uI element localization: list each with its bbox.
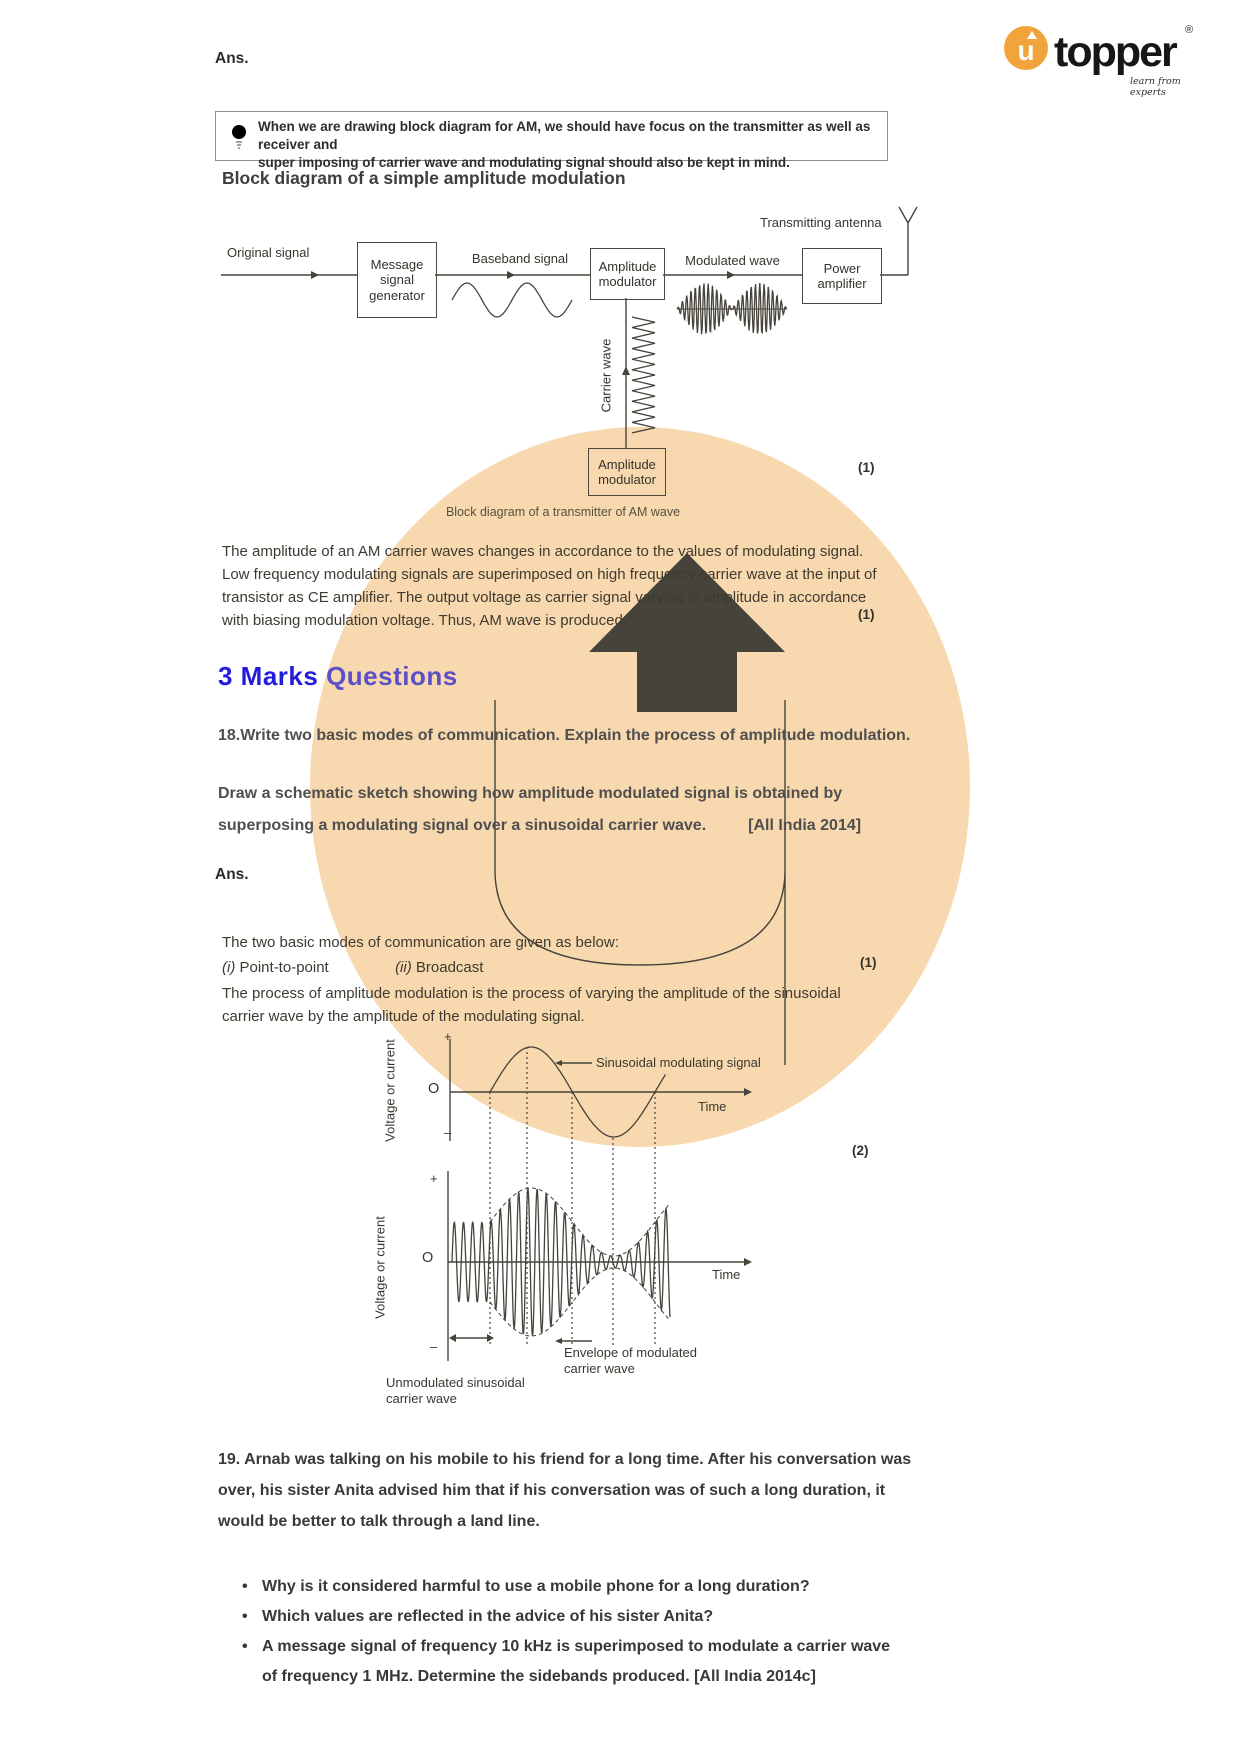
amplitude-modulator-box: Amplitude modulator <box>590 248 665 300</box>
transmitting-antenna-label: Transmitting antenna <box>760 215 882 230</box>
tip-box <box>215 111 888 170</box>
marks-2: (1) <box>858 607 875 622</box>
tip-line-1: When we are drawing block diagram for AM, we should have focus on the transmitter as well as receiver and <box>258 119 871 152</box>
modulation-figure <box>360 1025 905 1425</box>
answer-paragraph-line: transistor as CE amplifier. The output voltage as carrier signal varying in amplitude in accordance <box>222 589 867 606</box>
bullet-item: • Why is it considered harmful to use a mobile phone for a long duration? <box>242 1572 897 1602</box>
answer-paragraph-line: The amplitude of an AM carrier waves changes in accordance to the values of modulating signal. <box>222 543 864 560</box>
mode-ii-numeral: (ii) <box>395 959 412 976</box>
time-axis-label: Time <box>698 1099 727 1114</box>
plus-tick: + <box>430 1171 438 1186</box>
bullet-marker <box>242 1572 262 1602</box>
diagram-caption: Block diagram of a transmitter of AM wave <box>445 505 681 519</box>
bullet-item: • A message signal of frequency 10 kHz is superimposed to modulate a carrier wave of frequency 1 MHz. Determine the sidebands produced. [All India 2014c] <box>242 1632 897 1692</box>
question-19-line: 19. Arnab was talking on his mobile to his friend for a long time. After his conversation was <box>218 1451 912 1468</box>
topper-logo <box>1002 20 1212 98</box>
baseband-signal-label: Baseband signal <box>471 251 569 266</box>
heading-part-2: Questions <box>318 661 458 691</box>
y-axis-label: Voltage or current <box>372 1216 388 1319</box>
question-18-line: 18.Write two basic modes of communication. Explain the process of amplitude modulation. <box>218 727 911 744</box>
question-19-bullets <box>242 1572 897 1692</box>
process-line: carrier wave by the amplitude of the modulating signal. <box>222 1008 585 1025</box>
answer-label-mid: Ans. <box>215 866 249 883</box>
time-axis-label: Time <box>712 1267 741 1282</box>
origin-label: O <box>428 1081 440 1097</box>
bullet-marker <box>242 1632 262 1662</box>
marks-4: (2) <box>852 1143 869 1158</box>
sinusoidal-modulating-signal-label: Sinusoidal modulating signal <box>596 1055 761 1070</box>
section-heading-3-marks <box>218 661 458 692</box>
marks-1: (1) <box>858 460 875 475</box>
logo-brand-text: topper <box>1054 28 1176 76</box>
logo-circle-icon <box>1004 26 1048 70</box>
original-signal-label: Original signal <box>227 245 310 260</box>
y-axis-label: Voltage or current <box>382 1039 398 1142</box>
minus-tick: – <box>444 1125 452 1140</box>
bullet-item: • Which values are reflected in the advice of his sister Anita? <box>242 1602 897 1632</box>
communication-modes-line <box>222 956 483 979</box>
logo-u-letter: u <box>1017 35 1035 66</box>
plus-tick: + <box>444 1029 452 1044</box>
question-19 <box>218 1444 911 1537</box>
answer-paragraph-line: Low frequency modulating signals are superimposed on high frequency carrier wave at the input of <box>222 566 877 583</box>
message-signal-generator-box: Message signal generator <box>357 242 437 318</box>
bullet-marker <box>242 1602 262 1632</box>
carrier-wave-label: Carrier wave <box>598 338 614 413</box>
unmodulated-carrier-label: Unmodulated sinusoidal carrier wave <box>386 1375 525 1406</box>
mode-ii-text: Broadcast <box>415 959 484 976</box>
baseband-sine-wave <box>452 283 572 317</box>
answer-label-top: Ans. <box>215 50 249 67</box>
marks-3: (1) <box>860 955 877 970</box>
answer-paragraph-line: with biasing modulation voltage. Thus, AM wave is produced. <box>222 612 627 629</box>
diagram-lines <box>215 195 920 540</box>
logo-up-arrow-icon <box>1027 31 1037 39</box>
question-19-line: over, his sister Anita advised him that if his conversation was of such a long duration, it <box>218 1482 886 1499</box>
mode-i-numeral: (i) <box>222 959 236 976</box>
answer-intro: The two basic modes of communication are given as below: <box>222 934 619 951</box>
tip-line-2: super imposing of carrier wave and modulating signal should also be kept in mind. <box>258 155 790 170</box>
amplitude-modulator-box-2: Amplitude modulator <box>588 448 666 496</box>
lightbulb-icon <box>228 121 250 153</box>
question-19-line: would be better to talk through a land line. <box>218 1513 540 1530</box>
mode-i-text: Point-to-point <box>239 959 329 976</box>
minus-tick: – <box>430 1339 438 1354</box>
block-diagram-heading: Block diagram of a simple amplitude modulation <box>222 168 626 188</box>
envelope-label: Envelope of modulated carrier wave <box>564 1345 697 1376</box>
modulated-wave-label: Modulated wave <box>685 253 780 268</box>
logo-tagline: learn from experts <box>1130 76 1181 98</box>
carrier-zigzag-wave <box>632 317 655 433</box>
question-18-line: Draw a schematic sketch showing how amplitude modulated signal is obtained by <box>218 785 843 802</box>
process-line: The process of amplitude modulation is the process of varying the amplitude of the sinusoidal <box>222 985 841 1002</box>
registered-mark: ® <box>1185 24 1194 36</box>
heading-part-1: 3 Marks <box>218 661 319 691</box>
power-amplifier-box: Power amplifier <box>802 248 882 304</box>
origin-label: O <box>422 1250 434 1266</box>
question-18-line: superposing a modulating signal over a sinusoidal carrier wave. [All India 2014] <box>218 817 862 834</box>
am-block-diagram <box>215 195 920 540</box>
question-source: [All India 2014] <box>748 817 862 834</box>
